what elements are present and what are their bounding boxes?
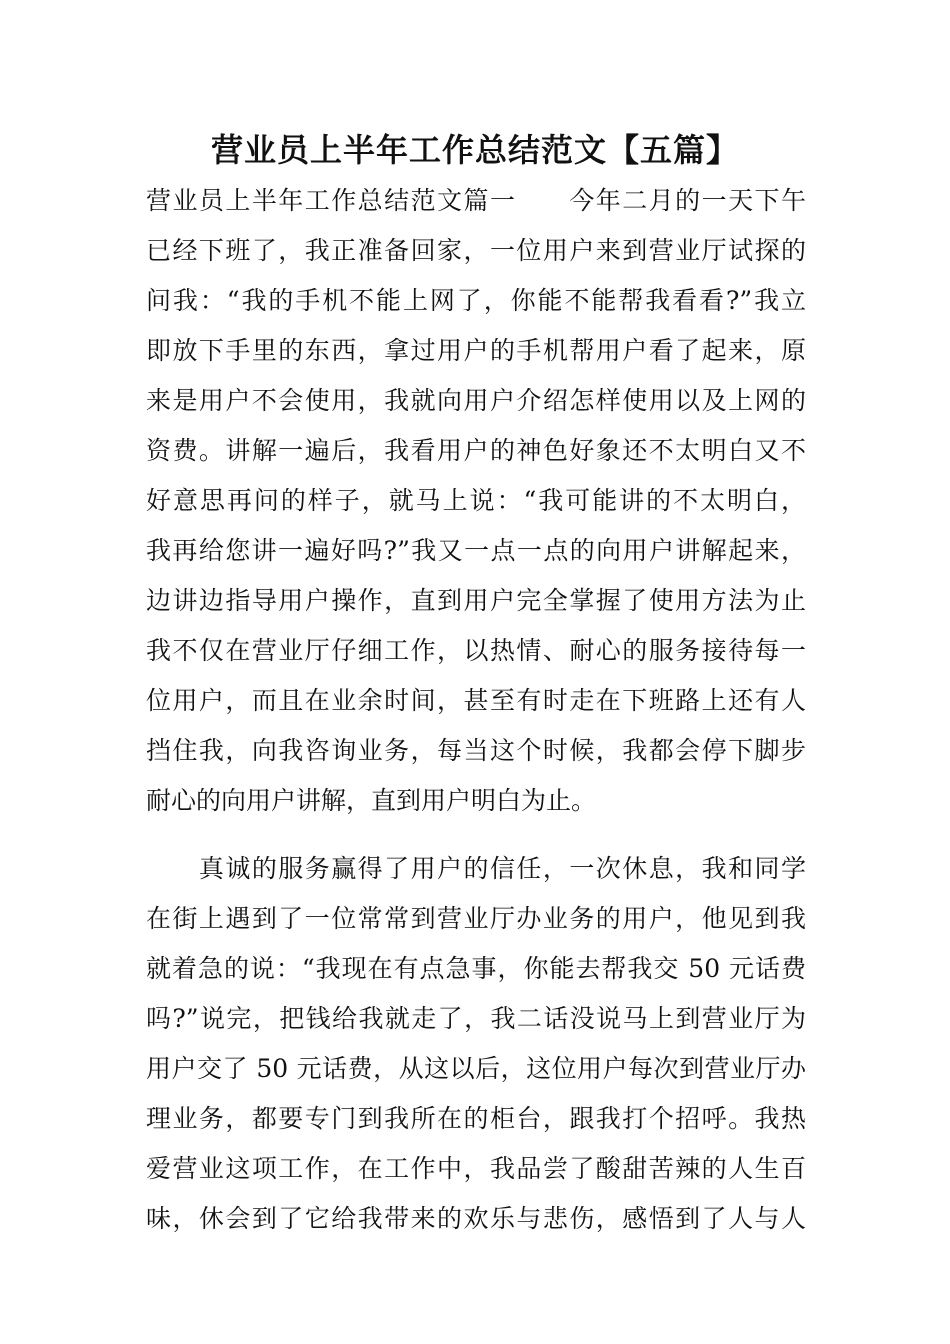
text-line: 就着急的说：“我现在有点急事，你能去帮我交 50 元话费	[146, 954, 806, 983]
text-line: 即放下手里的东西，拿过用户的手机帮用户看了起来，原	[146, 336, 806, 365]
text-line: 营业员上半年工作总结范文篇一 今年二月的一天下午	[146, 186, 806, 215]
text-line: 耐心的向用户讲解，直到用户明白为止。	[146, 786, 597, 815]
text-line: 我不仅在营业厅仔细工作，以热情、耐心的服务接待每一	[146, 636, 806, 665]
text-line: 我再给您讲一遍好吗?”我又一点一点的向用户讲解起来，	[146, 536, 806, 565]
text-line: 吗?”说完，把钱给我就走了，我二话没说马上到营业厅为	[146, 1004, 806, 1033]
text-line: 来是用户不会使用，我就向用户介绍怎样使用以及上网的	[146, 386, 806, 415]
text-line: 真诚的服务赢得了用户的信任，一次休息，我和同学	[146, 854, 806, 883]
document-title: 营业员上半年工作总结范文【五篇】	[210, 131, 739, 169]
text-line: 理业务，都要专门到我所在的柜台，跟我打个招呼。我热	[146, 1104, 806, 1133]
text-line: 好意思再问的样子，就马上说：“我可能讲的不太明白，	[146, 486, 806, 515]
text-line: 挡住我，向我咨询业务，每当这个时候，我都会停下脚步	[146, 736, 806, 765]
text-line: 资费。讲解一遍后，我看用户的神色好象还不太明白又不	[146, 436, 806, 465]
document-body	[146, 176, 806, 1244]
text-line: 爱营业这项工作，在工作中，我品尝了酸甜苦辣的人生百	[146, 1154, 806, 1183]
text-line: 位用户，而且在业余时间，甚至有时走在下班路上还有人	[146, 686, 806, 715]
text-line: 在街上遇到了一位常常到营业厅办业务的用户，他见到我	[146, 904, 806, 933]
text-line: 已经下班了，我正准备回家，一位用户来到营业厅试探的	[146, 236, 806, 265]
text-line: 边讲边指导用户操作，直到用户完全掌握了使用方法为止	[146, 586, 806, 615]
text-line: 味，休会到了它给我带来的欢乐与悲伤，感悟到了人与人	[146, 1204, 806, 1233]
text-line: 用户交了 50 元话费，从这以后，这位用户每次到营业厅办	[146, 1054, 806, 1083]
text-line: 问我：“我的手机不能上网了，你能不能帮我看看?”我立	[146, 286, 806, 315]
